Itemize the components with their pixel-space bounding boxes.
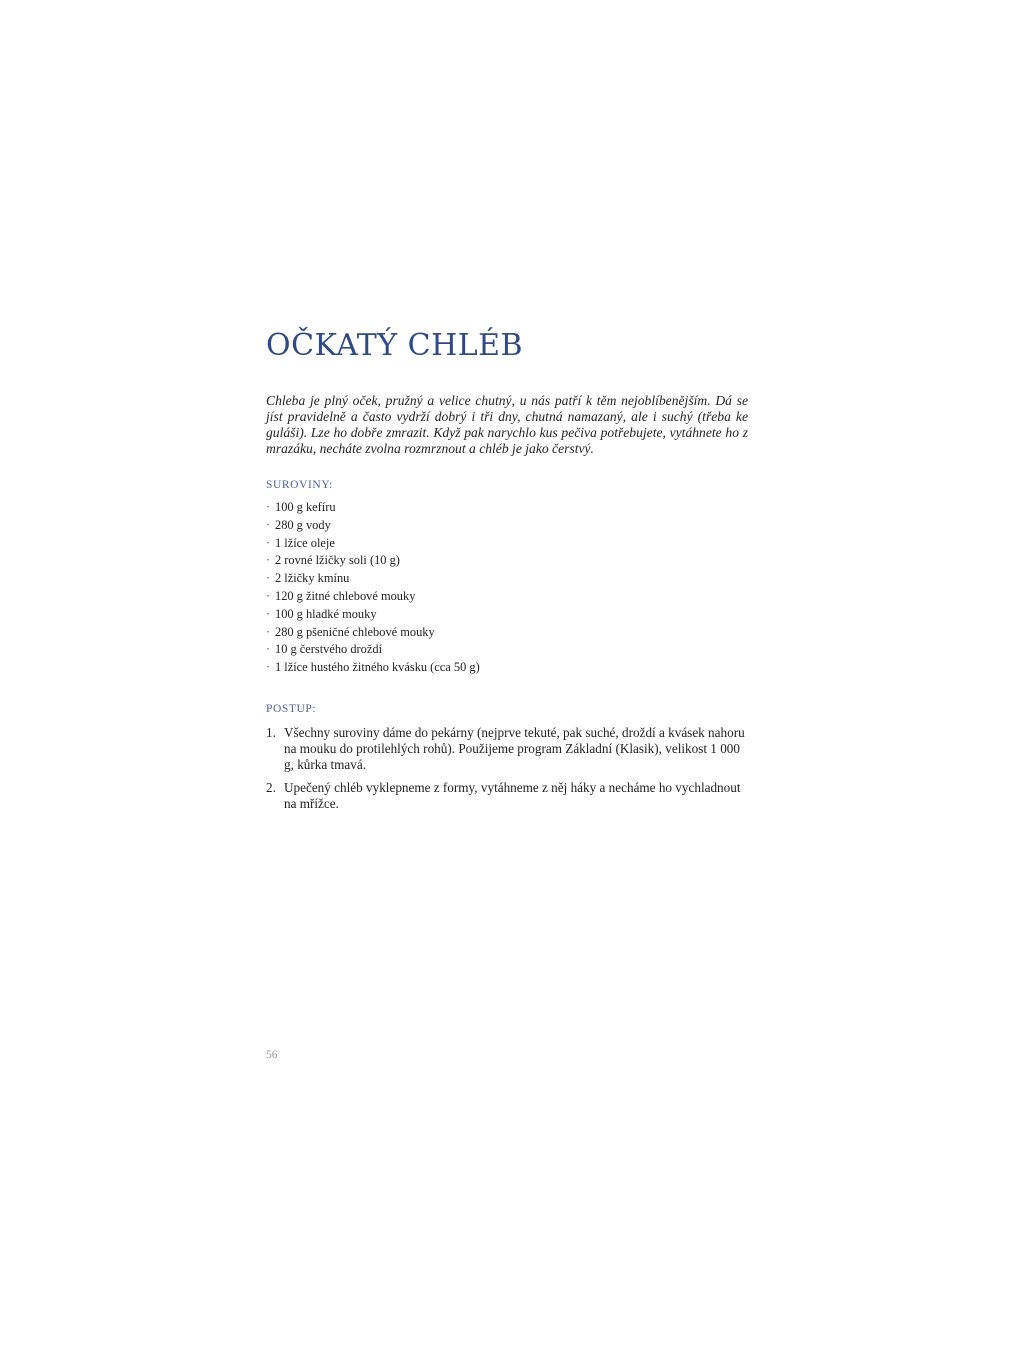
ingredient-text: 100 g hladké mouky bbox=[275, 606, 377, 621]
bullet-icon: · bbox=[266, 606, 271, 621]
list-item bbox=[266, 588, 748, 606]
ingredient-text: 1 lžíce oleje bbox=[275, 535, 335, 550]
step-number: 2. bbox=[266, 779, 276, 795]
recipe-intro: Chleba je plný oček, pružný a velice chutný, u nás patří k těm nejoblíbenějším. Dá se jíst pravidelně a často vydrží dobrý i tři dny, chutná namazaný, ale i suchý (třeba ke guláši). Lze ho dobře zmrazit. Když pak narychlo kus pečiva potřebujete, vytáhnete ho z mrazáku, necháte zvolna rozmrznout a chléb je jako čerstvý. bbox=[266, 393, 748, 456]
step-number: 1. bbox=[266, 724, 276, 740]
step-text: Všechny suroviny dáme do pekárny (nejprve tekuté, pak suché, droždí a kvásek nahoru na mouku do protilehlých rohů). Použijeme program Základní (Klasik), velikost 1 000 g, kůrka tmavá. bbox=[284, 724, 745, 772]
ingredient-text: 2 rovné lžičky soli (10 g) bbox=[275, 553, 400, 568]
ingredient-text: 120 g žitné chlebové mouky bbox=[275, 588, 416, 603]
bullet-icon: · bbox=[266, 535, 271, 550]
recipe-title: OČKATÝ CHLÉB bbox=[266, 328, 524, 363]
ingredient-text: 2 lžičky kmínu bbox=[275, 571, 350, 586]
step-item bbox=[266, 725, 748, 773]
list-item bbox=[266, 570, 748, 588]
page-number: 56 bbox=[266, 1049, 278, 1061]
list-item bbox=[266, 659, 748, 677]
ingredient-text: 280 g vody bbox=[275, 517, 331, 532]
list-item bbox=[266, 641, 748, 659]
ingredient-text: 10 g čerstvého droždí bbox=[275, 642, 383, 657]
step-item bbox=[266, 780, 748, 812]
list-item bbox=[266, 499, 748, 517]
steps-list bbox=[266, 725, 748, 812]
bullet-icon: · bbox=[266, 660, 271, 675]
bullet-icon: · bbox=[266, 624, 271, 639]
list-item bbox=[266, 535, 748, 553]
ingredients-list bbox=[266, 499, 748, 677]
recipe-content bbox=[266, 322, 748, 819]
ingredients-heading: SUROVINY: bbox=[266, 479, 333, 491]
list-item bbox=[266, 606, 748, 624]
ingredient-text: 280 g pšeničné chlebové mouky bbox=[275, 624, 435, 639]
steps-heading: POSTUP: bbox=[266, 702, 317, 715]
bullet-icon: · bbox=[266, 500, 271, 514]
bullet-icon: · bbox=[266, 588, 271, 603]
bullet-icon: · bbox=[266, 642, 271, 657]
bullet-icon: · bbox=[266, 553, 271, 568]
ingredient-text: 1 lžíce hustého žitného kvásku (cca 50 g) bbox=[275, 660, 480, 675]
step-text: Upečený chléb vyklepneme z formy, vytáhneme z něj háky a necháme ho vychladnout na mřížce. bbox=[284, 779, 741, 811]
bullet-icon: · bbox=[266, 571, 271, 586]
list-item bbox=[266, 517, 748, 535]
list-item bbox=[266, 624, 748, 642]
list-item bbox=[266, 552, 748, 570]
bullet-icon: · bbox=[266, 517, 271, 532]
ingredient-text: 100 g kefíru bbox=[275, 500, 336, 514]
